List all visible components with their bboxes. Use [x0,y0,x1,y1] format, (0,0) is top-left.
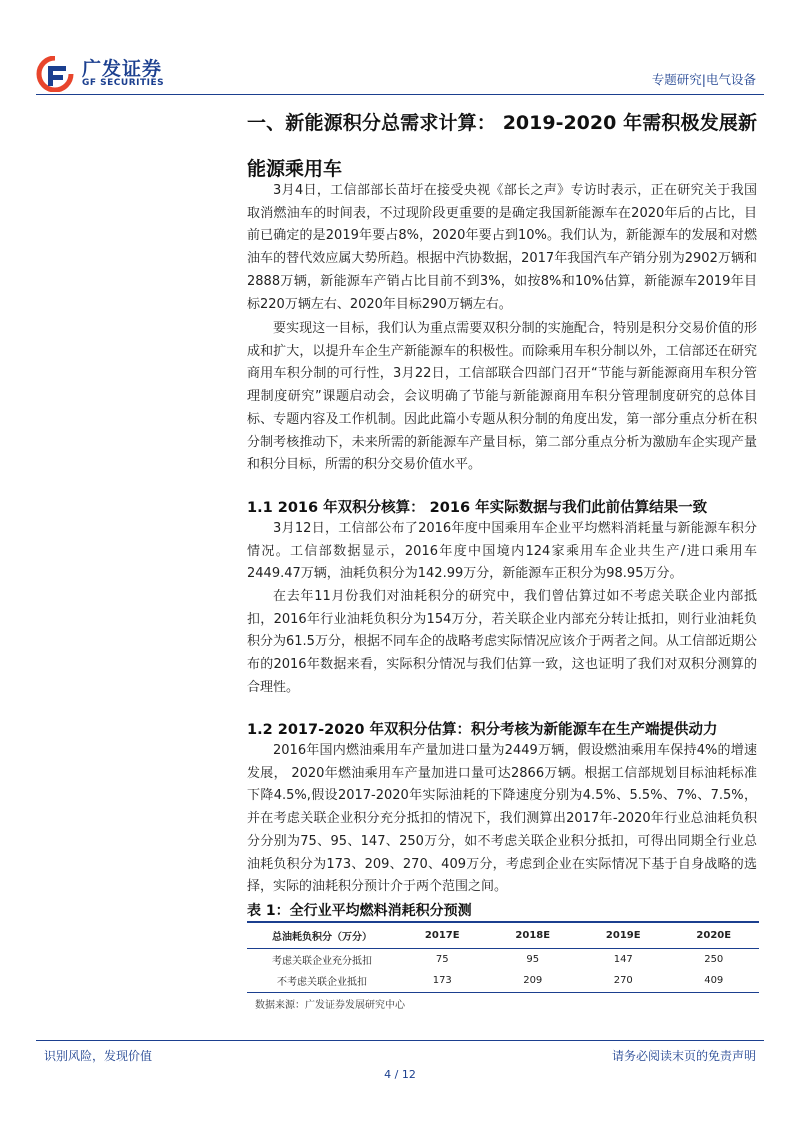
paragraph-5: 2016年国内燃油乘用车产量加进口量为2449万辆，假设燃油乘用车保持4%的增速发展， 2020年燃油乘用车产量加进口量可达2866万辆。根据工信部规划目标油耗标准下降4.5%,假设2017-2020年实际油耗的下降速度分别为4.5%、5.5%、7%、7.5%，并在考虑关联企业积分充分抵扣的情况下，我们测算出2017年-2020年行业总油耗负积分分别为75、95、147、250万分，如不考虑关联企业积分抵扣，可得出同期全行业总油耗负积分为173、209、270、409万分，考虑到企业在实际情况下基于自身战略的选择，实际的油耗积分预计介于两个范围之间。 [247,743,757,895]
table-header-cell: 2018E [515,929,551,941]
table-cell: 270 [613,975,633,987]
footer-slogan: 识别风险，发现价值 [44,1049,153,1063]
section-title: 一、新能源积分总需求计算： 2019-2020 年需积极发展新能源乘用车 [247,112,757,180]
table-cell: 不考虑关联企业抵扣 [277,977,367,989]
footer-divider [36,1040,764,1041]
table-header-cell: 2019E [605,929,641,941]
subheading-1-1: 1.1 2016 年双积分核算： 2016 年实际数据与我们此前估算结果一致 [247,500,708,516]
table-cell: 250 [704,953,724,965]
table-header-cell: 总油耗负积分（万分） [272,931,372,943]
table-row [247,948,759,970]
page-header [0,0,800,100]
fuel-credit-table [247,921,759,993]
table-cell: 75 [435,953,449,965]
table-cell: 173 [432,975,452,987]
table-title: 表 1：全行业平均燃料消耗积分预测 [247,903,472,919]
gf-securities-logo [36,52,176,96]
table-cell: 147 [613,953,633,965]
table-header-cell: 2017E [424,929,460,941]
page-number: 4 / 12 [384,1068,416,1081]
paragraph-4: 在去年11月份我们对油耗积分的研究中，我们曾估算过如不考虑关联企业内部抵扣，2016年行业油耗负积分为154万分，若关联企业内部充分转让抵扣，则行业油耗负积分为61.5万分，根据不同车企的战略考虑实际情况应该介于两者之间。从工信部近期公布的2016年数据来看，实际积分情况与我们估算一致，这也证明了我们对双积分测算的合理性。 [247,589,757,695]
paragraph-2: 要实现这一目标，我们认为重点需要双积分制的实施配合，特别是积分交易价值的形成和扩大，以提升车企生产新能源车的积极性。而除乘用车积分制以外，工信部还在研究商用车积分制的可行性，3月22日，工信部联合四部门召开“节能与新能源商用车积分管理制度研究”课题启动会，会议明确了节能与新能源商用车积分管理制度研究的总体目标、专题内容及工作机制。因此此篇小专题从积分制的角度出发，第一部分重点分析在积分制考核推动下，未来所需的新能源车产量目标，第二部分重点分析为激励车企实现产量和积分目标，所需的积分交易价值水平。 [247,321,757,473]
table-row [247,970,759,992]
subheading-1-2: 1.2 2017-2020 年双积分估算：积分考核为新能源车在生产端提供动力 [247,722,718,738]
report-category: 专题研究|电气设备 [651,72,756,87]
table-cell: 95 [526,953,540,965]
gf-logo-icon [36,56,74,92]
logo-chinese-name: 广发证券 [82,58,163,80]
paragraph-3: 3月12日，工信部公布了2016年度中国乘用车企业平均燃料消耗量与新能源车积分情况。工信部数据显示，2016年度中国境内124家乘用车企业共生产/进口乘用车2449.47万辆，油耗负积分为142.99万分，新能源车正积分为98.95万分。 [247,521,757,582]
table-cell: 209 [523,975,543,987]
header-divider [36,94,764,95]
logo-english-name: GF SECURITIES [82,78,165,88]
table-source: 数据来源：广发证券发展研究中心 [255,1000,405,1011]
footer-disclaimer: 请务必阅读末页的免责声明 [611,1049,756,1063]
table-cell: 考虑关联企业充分抵扣 [272,955,372,967]
table-header-cell: 2020E [696,929,732,941]
table-header-row [247,922,759,948]
paragraph-1: 3月4日，工信部部长苗圩在接受央视《部长之声》专访时表示，正在研究关于我国取消燃油车的时间表，不过现阶段更重要的是确定我国新能源车在2020年后的占比，目前已确定的是2019年要占8%，2020年要占到10%。我们认为，新能源车的发展和对燃油车的替代效应属大势所趋。根据中汽协数据，2017年我国汽车产销分别为2902万辆和2888万辆，新能源车产销占比目前不到3%，如按8%和10%估算，新能源车2019年目标220万辆左右、2020年目标290万辆左右。 [247,183,757,312]
table-cell: 409 [704,975,724,987]
